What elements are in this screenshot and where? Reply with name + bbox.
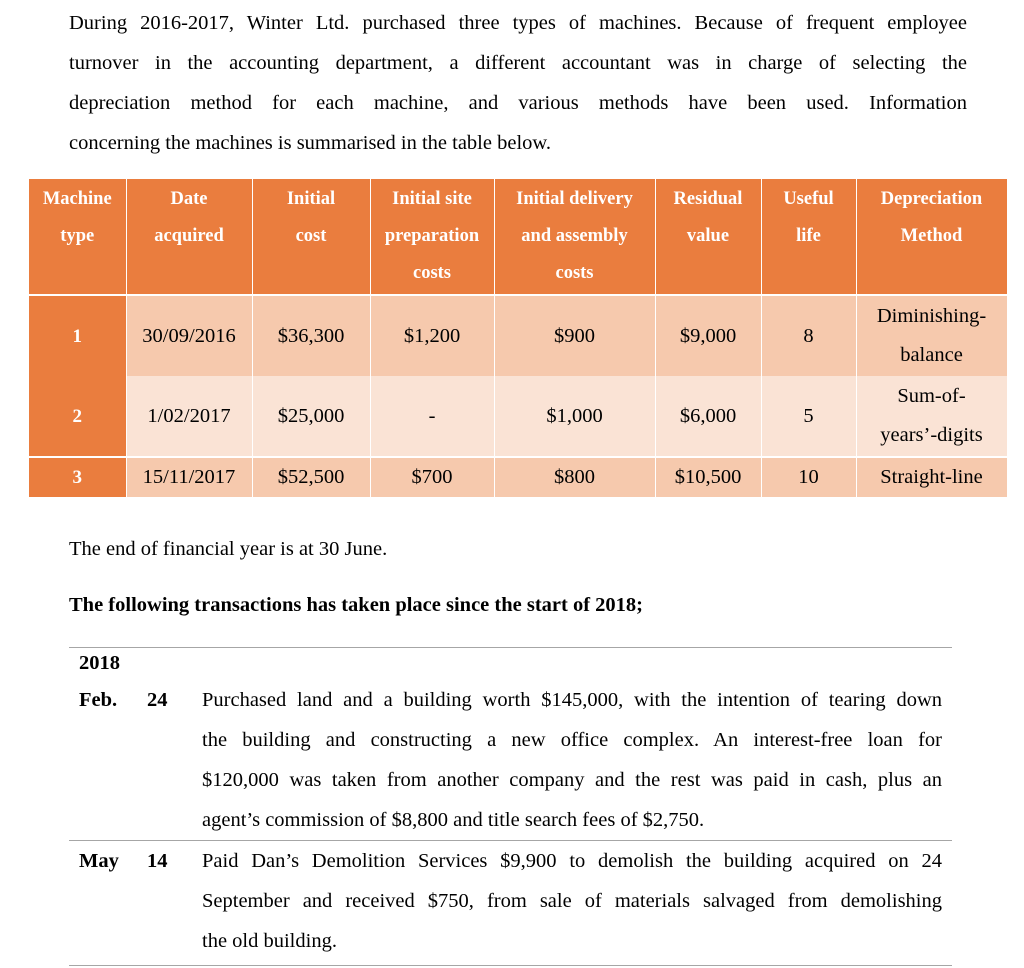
table-row [29,457,1007,497]
cell-residual: $9,000 [655,295,761,376]
cell-method: Sum-of- years’-digits [856,376,1007,457]
header-site-preparation: Initial site preparation costs [370,179,494,295]
entry-description: Purchased land and a building worth $145,000, with the intention of tearing down the building and constructing a new office complex. An interest-free loan for $120,000 was taken from another company and the rest was paid in cash, plus an agent’s commission of $8,800 and title search fees of $2,750. [202,689,942,831]
cell-machine-type: 1 [29,295,126,376]
header-machine-type: Machine type [29,179,126,295]
cell-machine-type: 2 [29,376,126,457]
cell-useful-life: 10 [761,457,856,497]
entry-month: Feb. [79,689,118,711]
cell-residual: $6,000 [655,376,761,457]
cell-delivery-costs: $1,000 [494,376,655,457]
intro-line: turnover in the accounting department, a different accountant was in charge of selecting the [69,52,967,74]
cell-machine-type: 3 [29,457,126,497]
table-header-row [29,179,1007,295]
transactions-heading: The following transactions has taken place since the start of 2018; [69,594,643,616]
cell-date: 30/09/2016 [126,295,252,376]
cell-site-costs: $1,200 [370,295,494,376]
entry-month: May [79,850,119,872]
entry-day: 24 [147,689,168,711]
year-end-note: The end of financial year is at 30 June. [69,538,388,560]
cell-cost: $52,500 [252,457,370,497]
header-initial-cost: Initial cost [252,179,370,295]
header-date-acquired: Date acquired [126,179,252,295]
cell-date: 1/02/2017 [126,376,252,457]
table-row [29,295,1007,376]
header-delivery-assembly: Initial delivery and assembly costs [494,179,655,295]
header-useful-life: Useful life [761,179,856,295]
cell-cost: $36,300 [252,295,370,376]
entry-description: Paid Dan’s Demolition Services $9,900 to demolish the building acquired on 24 September and received $750, from sale of materials salvaged from demolishing the old building. [202,850,942,952]
cell-delivery-costs: $800 [494,457,655,497]
cell-delivery-costs: $900 [494,295,655,376]
cell-method: Straight-line [856,457,1007,497]
entry-day: 14 [147,850,168,872]
header-residual-value: Residual value [655,179,761,295]
machines-table [29,179,1008,497]
cell-method: Diminishing- balance [856,295,1007,376]
cell-site-costs: - [370,376,494,457]
cell-date: 15/11/2017 [126,457,252,497]
table-row [29,376,1007,457]
cell-cost: $25,000 [252,376,370,457]
divider [69,965,952,966]
intro-line: concerning the machines is summarised in the table below. [69,132,551,154]
intro-line: During 2016-2017, Winter Ltd. purchased three types of machines. Because of frequent employee [69,12,967,34]
journal-entry [69,841,952,961]
intro-line: depreciation method for each machine, and various methods have been used. Information [69,92,967,114]
intro-paragraph [69,3,967,163]
cell-residual: $10,500 [655,457,761,497]
journal-year: 2018 [79,652,120,674]
cell-useful-life: 5 [761,376,856,457]
header-depreciation-method: Depreciation Method [856,179,1007,295]
transactions-journal [69,647,952,966]
cell-useful-life: 8 [761,295,856,376]
cell-site-costs: $700 [370,457,494,497]
journal-entry [69,680,952,840]
